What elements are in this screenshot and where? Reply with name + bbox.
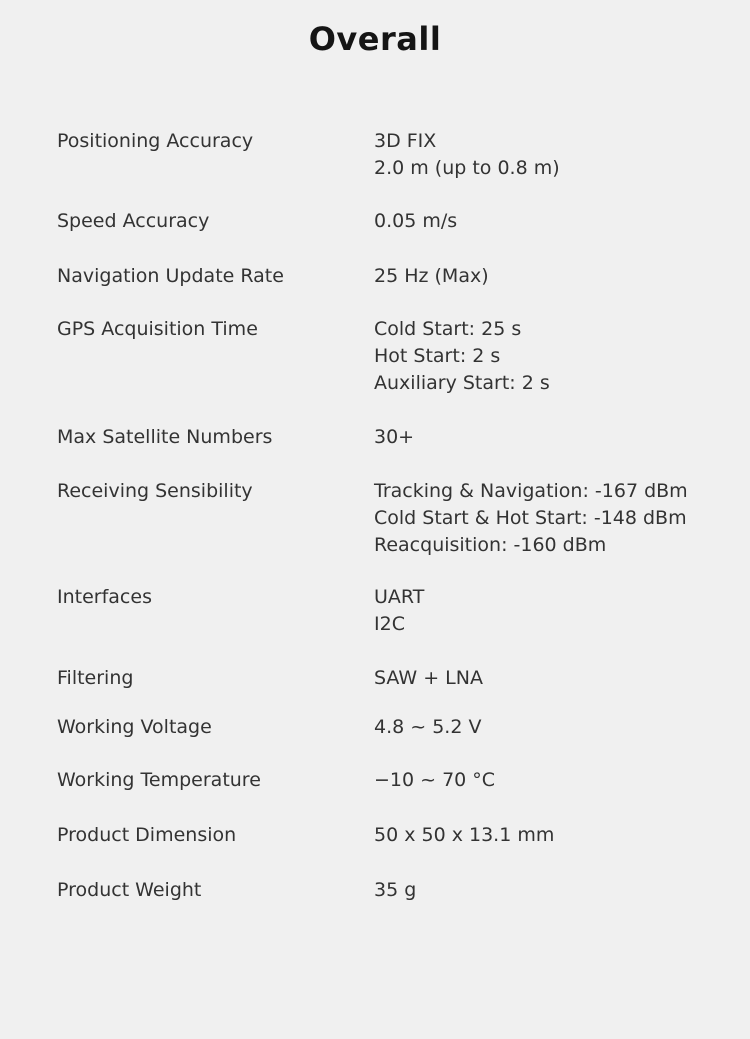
- spec-value: 30+: [374, 426, 415, 448]
- spec-label: Working Voltage: [57, 716, 212, 738]
- spec-label: Product Dimension: [57, 824, 237, 846]
- spec-values: [374, 584, 424, 638]
- spec-value: 3D FIX: [374, 130, 437, 152]
- spec-values: [374, 714, 481, 741]
- spec-values: [374, 822, 554, 849]
- spec-label: Navigation Update Rate: [57, 265, 284, 287]
- spec-values: [374, 877, 416, 904]
- spec-label: GPS Acquisition Time: [57, 318, 258, 340]
- spec-value: Auxiliary Start: 2 s: [374, 372, 550, 394]
- spec-label: Max Satellite Numbers: [57, 426, 273, 448]
- spec-label: Product Weight: [57, 879, 202, 901]
- spec-label: Interfaces: [57, 586, 152, 608]
- spec-value: 0.05 m/s: [374, 210, 458, 232]
- spec-values: [374, 478, 688, 559]
- spec-value: UART: [374, 586, 425, 608]
- spec-values: [374, 316, 550, 397]
- page-title: Overall: [308, 20, 442, 58]
- spec-value: 2.0 m (up to 0.8 m): [374, 157, 560, 179]
- spec-value: Cold Start & Hot Start: -148 dBm: [374, 507, 687, 529]
- spec-label: Positioning Accuracy: [57, 130, 254, 152]
- spec-values: [374, 767, 495, 794]
- spec-values: [374, 665, 483, 692]
- spec-value: 50 x 50 x 13.1 mm: [374, 824, 555, 846]
- spec-value: Hot Start: 2 s: [374, 345, 501, 367]
- spec-value: I2C: [374, 613, 405, 635]
- spec-values: [374, 424, 414, 451]
- spec-value: 4.8 ~ 5.2 V: [374, 716, 482, 738]
- spec-value: SAW + LNA: [374, 667, 483, 689]
- spec-label: Speed Accuracy: [57, 210, 210, 232]
- spec-value: Reacquisition: -160 dBm: [374, 534, 607, 556]
- spec-value: 25 Hz (Max): [374, 265, 489, 287]
- spec-label: Receiving Sensibility: [57, 480, 253, 502]
- spec-values: [374, 128, 560, 182]
- spec-label: Filtering: [57, 667, 134, 689]
- spec-values: [374, 208, 457, 235]
- spec-value: 35 g: [374, 879, 417, 901]
- spec-value: Tracking & Navigation: -167 dBm: [374, 480, 688, 502]
- spec-label: Working Temperature: [57, 769, 261, 791]
- spec-value: −10 ~ 70 °C: [374, 769, 496, 791]
- spec-values: [374, 263, 489, 290]
- spec-value: Cold Start: 25 s: [374, 318, 522, 340]
